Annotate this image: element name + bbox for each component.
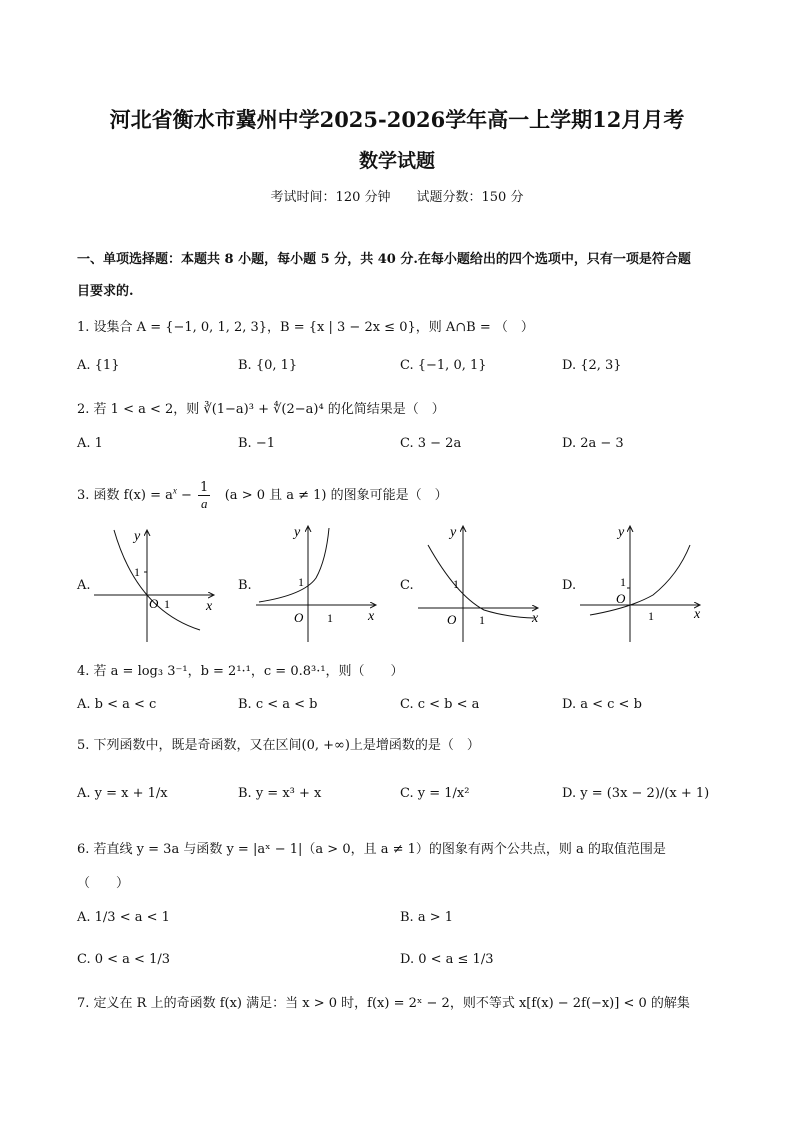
q2-option-d: D. 2a − 3 xyxy=(562,436,624,451)
q3c-tick-1: 1 xyxy=(453,577,459,591)
q3a-xtick-1: 1 xyxy=(164,597,170,611)
q5-option-d: D. y = (3x − 2)/(x + 1) xyxy=(562,786,710,801)
question-2: 2. 若 1 < a < 2，则 ∛(1−a)³ + ∜(2−a)⁴ 的化简结果是（ ） xyxy=(77,402,445,417)
q3-graph-a xyxy=(92,520,222,645)
q3a-tick-1: 1 xyxy=(134,565,140,579)
section-heading-line2: 目要求的. xyxy=(77,284,134,299)
q3b-tick-1: 1 xyxy=(298,575,304,589)
q3b-origin: O xyxy=(294,610,304,625)
q3d-x-label: x xyxy=(694,607,701,622)
question-3: 3. 函数 $f(x) = a^x$ − $\frac{1}{a}$ (a > 0 且 a ≠ 1) 的图象可能是（ ） xyxy=(77,480,448,511)
q2-option-b: B. −1 xyxy=(238,436,275,451)
exam-title: 河北省衡水市冀州中学2025-2026学年高一上学期12月月考 xyxy=(109,107,685,132)
q3-fraction: $\frac{1}{a}$ xyxy=(200,480,209,511)
exam-info: 考试时间：120 分钟 试题分数：150 分 xyxy=(270,190,524,205)
q1-option-a: A. {1} xyxy=(77,358,120,373)
exam-subtitle: 数学试题 xyxy=(358,150,435,172)
q3d-tick-1: 1 xyxy=(620,575,626,589)
q3-option-b: B. xyxy=(238,578,252,593)
q3a-y-label: y xyxy=(134,529,141,544)
q5-option-a: A. y = x + 1/x xyxy=(77,786,168,801)
q3c-origin: O xyxy=(447,612,457,627)
q2-option-c: C. 3 − 2a xyxy=(400,436,462,451)
q3-graph-c xyxy=(416,520,546,645)
q3-graph-d xyxy=(578,520,708,645)
q4-option-d: D. a < c < b xyxy=(562,697,642,712)
q5-option-b: B. y = x³ + x xyxy=(238,786,322,801)
q3d-xtick-1: 1 xyxy=(648,609,654,623)
q2-option-a: A. 1 xyxy=(77,436,103,451)
q3b-y-label: y xyxy=(294,525,301,540)
q3-option-c: C. xyxy=(400,578,414,593)
q3-graph-b xyxy=(254,520,384,645)
q6-blank: （ ） xyxy=(77,876,130,891)
q6-option-a: A. 1/3 < a < 1 xyxy=(77,910,170,925)
q1-option-b: B. {0, 1} xyxy=(238,358,298,373)
q6-option-b: B. a > 1 xyxy=(400,910,453,925)
q3b-xtick-1: 1 xyxy=(327,611,333,625)
q4-option-b: B. c < a < b xyxy=(238,697,318,712)
q4-option-c: C. c < b < a xyxy=(400,697,480,712)
q3-text-after: (a > 0 且 a ≠ 1) 的图象可能是（ ） xyxy=(224,488,448,503)
q3c-x-label: x xyxy=(532,611,539,626)
q3-option-d: D. xyxy=(562,578,577,593)
q6-option-d: D. 0 < a ≤ 1/3 xyxy=(400,952,494,967)
q3d-origin: O xyxy=(616,591,626,606)
question-6: 6. 若直线 y = 3a 与函数 y = |aˣ − 1|（a > 0，且 a ≠ 1）的图象有两个公共点，则 a 的取值范围是 xyxy=(77,842,666,857)
q3c-xtick-1: 1 xyxy=(479,613,485,627)
q3a-x-label: x xyxy=(206,599,213,614)
q1-option-c: C. {−1, 0, 1} xyxy=(400,358,487,373)
q3b-x-label: x xyxy=(368,609,375,624)
q3-text-before: 3. 函数 f(x) = a xyxy=(77,488,173,503)
q6-option-c: C. 0 < a < 1/3 xyxy=(77,952,171,967)
question-1: 1. 设集合 A = {−1, 0, 1, 2, 3}，B = {x | 3 − 2x ≤ 0}，则 A∩B = （ ） xyxy=(77,320,534,335)
question-4: 4. 若 a = log₃ 3⁻¹，b = 2¹·¹，c = 0.8³·¹，则（ ） xyxy=(77,664,404,679)
section-heading-line1: 一、单项选择题：本题共 8 小题，每小题 5 分，共 40 分.在每小题给出的四个选项中，只有一项是符合题 xyxy=(77,252,691,267)
question-7: 7. 定义在 R 上的奇函数 f(x) 满足：当 x > 0 时，f(x) = 2ˣ − 2，则不等式 x[f(x) − 2f(−x)] < 0 的解集 xyxy=(77,996,690,1011)
q3a-origin: O xyxy=(149,596,159,611)
q3c-y-label: y xyxy=(450,525,457,540)
q3d-y-label: y xyxy=(618,525,625,540)
q4-option-a: A. b < a < c xyxy=(77,697,157,712)
q3-option-a: A. xyxy=(77,578,91,593)
q1-option-d: D. {2, 3} xyxy=(562,358,622,373)
q5-option-c: C. y = 1/x² xyxy=(400,786,470,801)
question-5: 5. 下列函数中，既是奇函数，又在区间(0, +∞)上是增函数的是（ ） xyxy=(77,738,480,753)
